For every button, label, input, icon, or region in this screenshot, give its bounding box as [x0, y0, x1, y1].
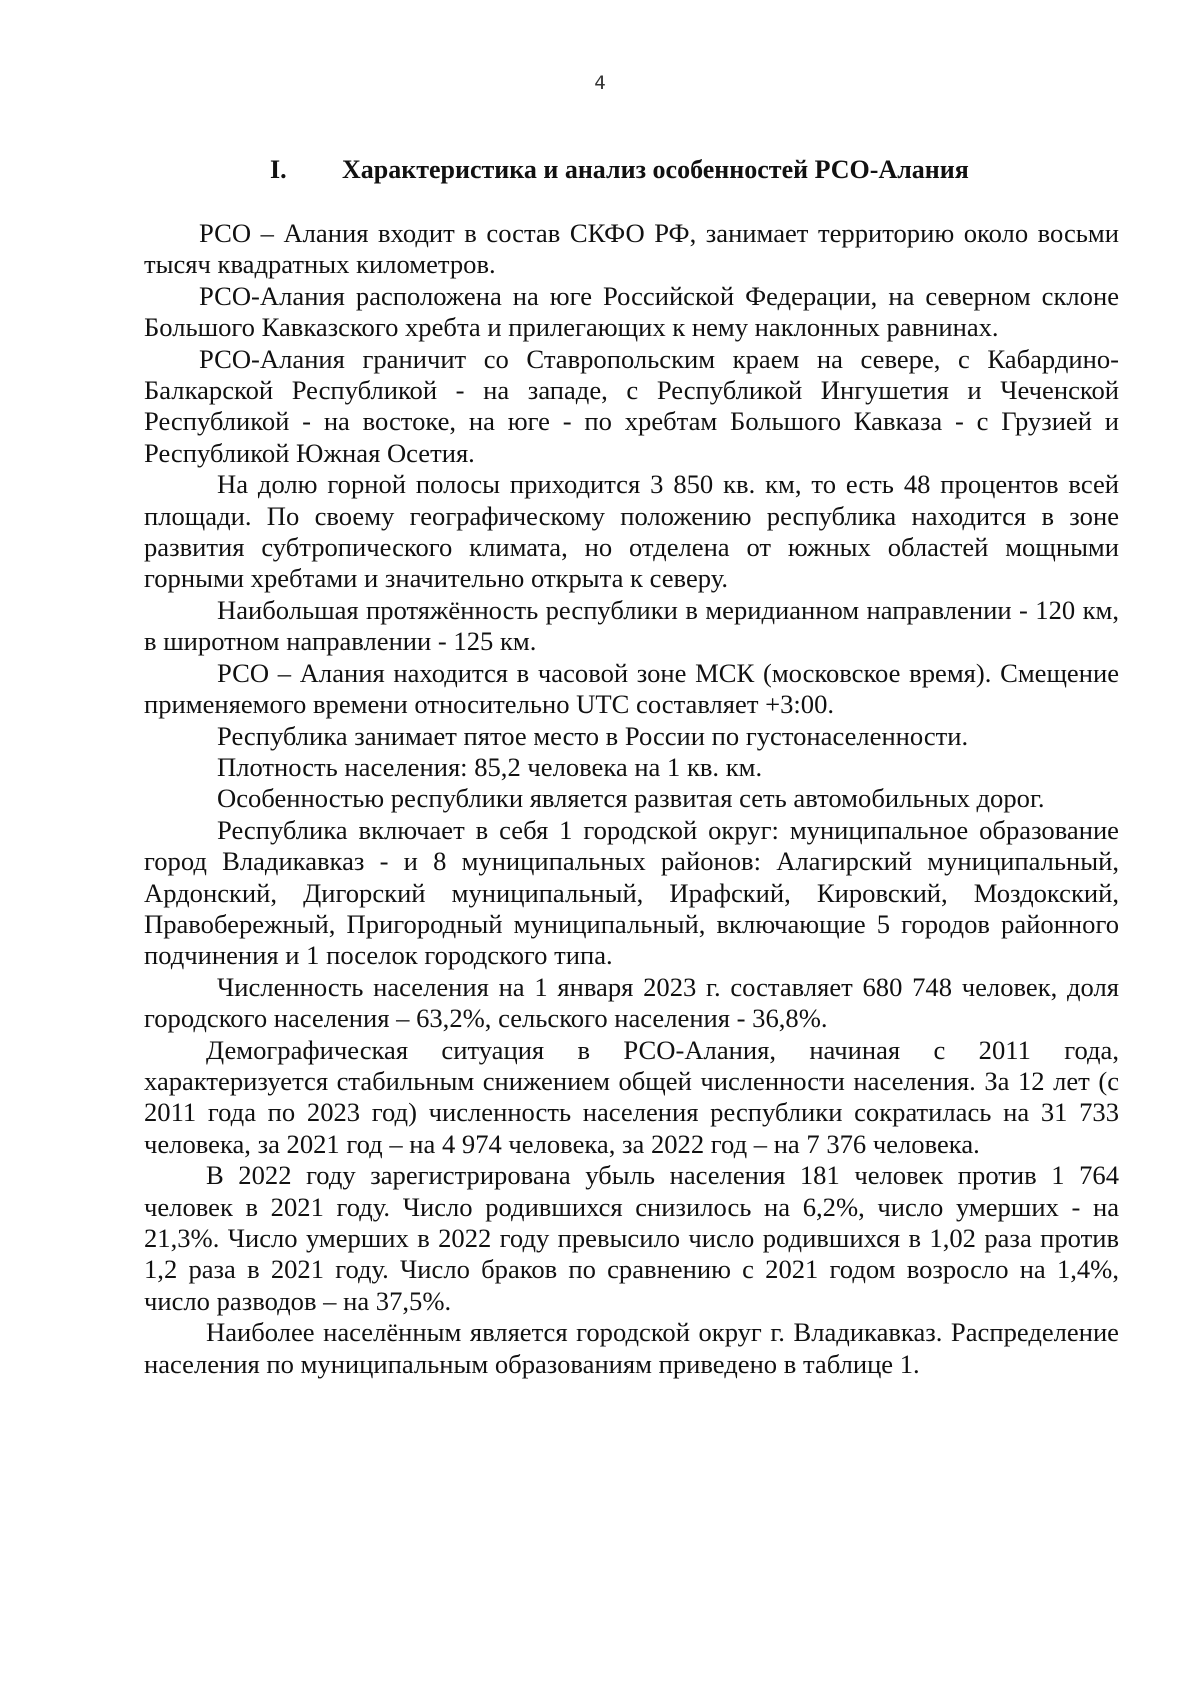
section-heading	[270, 155, 1070, 185]
paragraph-borders: РСО-Алания граничит со Ставропольским краем на севере, с Кабардино-Балкарской Республикой - на западе, с Республикой Ингушетия и Чеченской Республикой - на востоке, на юге - по хребтам Большого Кавказа - с Грузией и Республикой Южная Осетия.	[144, 343, 1119, 468]
paragraph-density: Плотность населения: 85,2 человека на 1 кв. км.	[217, 751, 763, 782]
paragraph-area: РСО – Алания входит в состав СКФО РФ, занимает территорию около восьми тысяч квадратных километров.	[144, 218, 1119, 280]
section-number: I.	[270, 155, 287, 184]
paragraph-municipalities: Республика включает в себя 1 городской округ: муниципальное образование город Владикавказ - и 8 муниципальных районов: Алагирский муниципальный, Ардонский, Дигорский муниципальный, Ирафский, Кировский, Моздокский, Правобережный, Пригородный муниципальный, включающие 5 городов районного подчинения и 1 поселок городского типа.	[144, 814, 1119, 971]
paragraph-roads: Особенностью республики является развитая сеть автомобильных дорог.	[217, 783, 1045, 814]
paragraph-demographics: Демографическая ситуация в РСО-Алания, начиная с 2011 года, характеризуется стабильным снижением общей численности населения. За 12 лет (с 2011 года по 2023 год) численность населения республики сократилась на 31 733 человека, за 2021 год – на 4 974 человека, за 2022 год – на 7 376 человека.	[144, 1034, 1119, 1159]
paragraph-timezone: РСО – Алания находится в часовой зоне МСК (московское время). Смещение применяемого времени относительно UTC составляет +3:00.	[144, 657, 1119, 720]
paragraph-density-rank: Республика занимает пятое место в России по густонаселенности.	[217, 720, 969, 751]
section-title: Характеристика и анализ особенностей РСО-Алания	[342, 155, 969, 184]
paragraph-location: РСО-Алания расположена на юге Российской Федерации, на северном склоне Большого Кавказского хребта и прилегающих к нему наклонных равнинах.	[144, 280, 1119, 343]
paragraph-births-deaths: В 2022 году зарегистрирована убыль населения 181 человек против 1 764 человек в 2021 году. Число родившихся снизилось на 6,2%, число умерших - на 21,3%. Число умерших в 2022 году превысило число родившихся в 1,02 раза против 1,2 раза в 2021 году. Число браков по сравнению с 2021 годом возросло на 1,4%, число разводов – на 37,5%.	[144, 1160, 1119, 1316]
page-number: 4	[594, 72, 606, 94]
paragraph-population: Численность населения на 1 января 2023 г. составляет 680 748 человек, доля городского населения – 63,2%, сельского населения - 36,8%.	[144, 971, 1119, 1034]
paragraph-mountains: На долю горной полосы приходится 3 850 кв. км, то есть 48 процентов всей площади. По своему географическому положению республика находится в зоне развития субтропического климата, но отделена от южных областей мощными горными хребтами и значительно открыта к северу.	[144, 469, 1119, 594]
document-body	[144, 218, 1119, 1380]
paragraph-distribution: Наиболее населённым является городской округ г. Владикавказ. Распределение населения по муниципальным образованиям приведено в таблице 1.	[144, 1317, 1119, 1379]
paragraph-extent: Наибольшая протяжённость республики в меридианном направлении - 120 км, в широтном направлении - 125 км.	[144, 594, 1119, 657]
